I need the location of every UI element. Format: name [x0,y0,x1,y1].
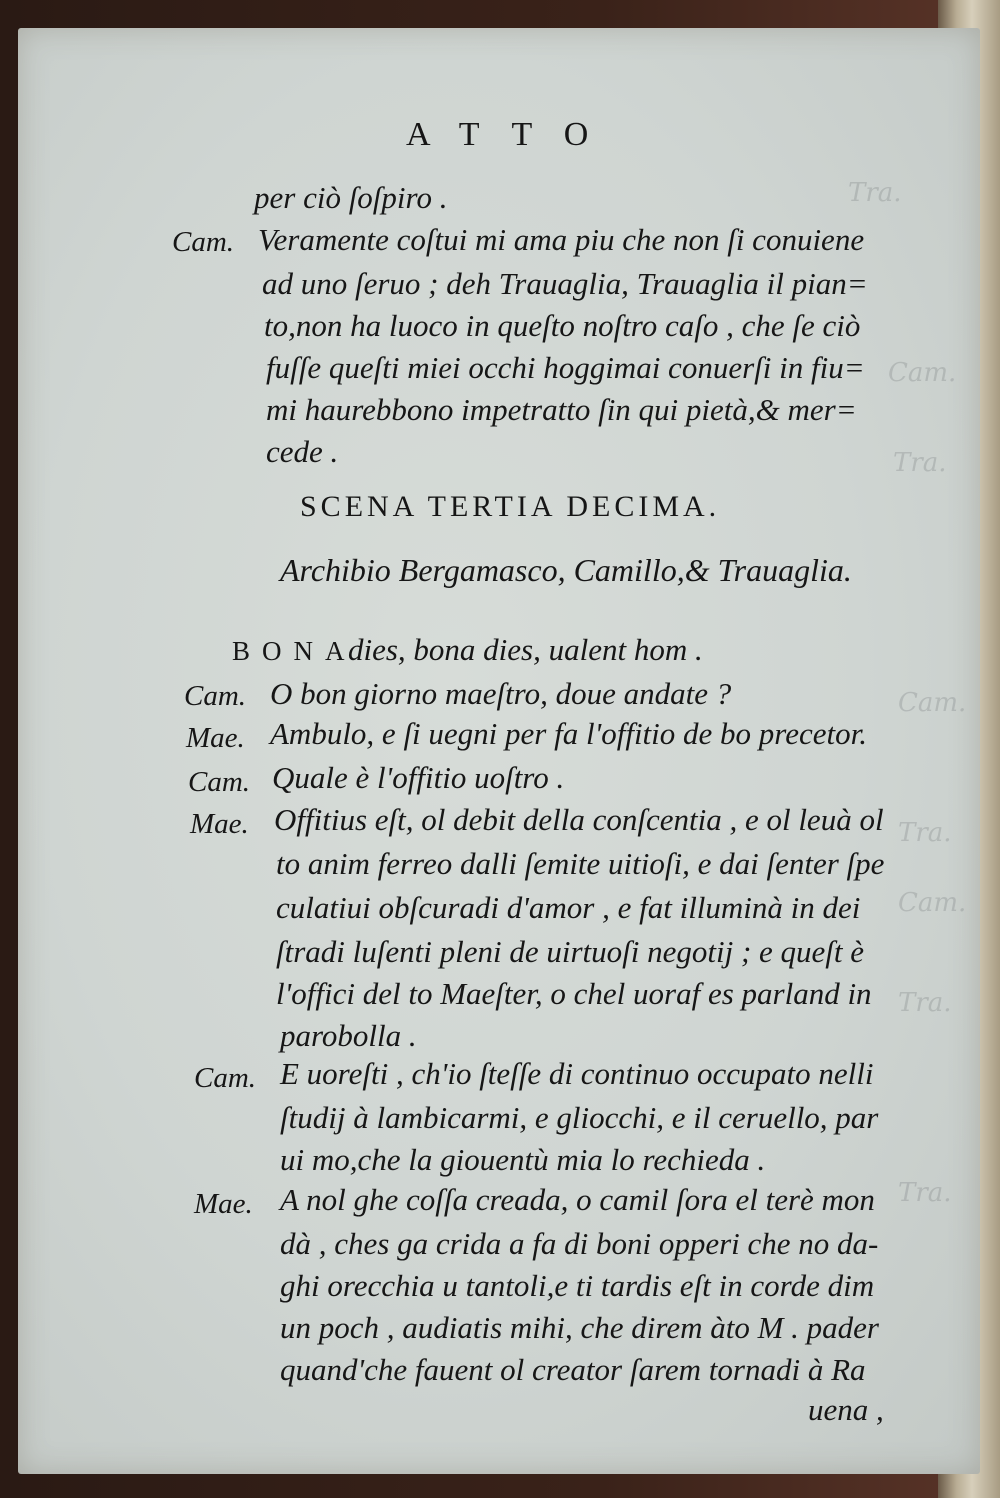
book-page [18,28,980,1474]
text-line: ſtudij à lambicarmi, e gliocchi, e il ceruello, par [280,1100,879,1135]
speaker-label: Cam. [194,1062,257,1094]
text-line: per ciò ſoſpiro . [254,180,448,215]
text-line: fuſſe queſti miei occhi hoggimai conuerſi in fiu= [266,350,865,385]
text-line: ui mo,che la giouentù mia lo rechieda . [280,1142,766,1177]
text-line: l'offici del to Maeſter, o chel uoraf es parland in [276,976,872,1011]
running-header: ATTO [406,116,621,153]
text-line: Offitius eſt, ol debit della conſcentia , e ol leuà ol [274,802,884,837]
speaker-label: Cam. [188,766,251,798]
scene-title: SCENA TERTIA DECIMA. [300,490,721,523]
text-line: parobolla . [280,1018,417,1053]
speaker-label: Cam. [172,226,235,258]
speaker-label: Mae. [190,808,249,840]
show-through-text: Cam. [898,688,967,718]
show-through-text: Tra. [898,818,952,848]
show-through-text: Tra. [893,448,947,478]
opening-word: BONA [232,636,357,666]
catchword: uena , [808,1392,884,1427]
text-line: Quale è l'offitio uoſtro . [272,760,565,795]
speaker-label: Cam. [184,680,247,712]
text-line: ad uno ſeruo ; deh Trauaglia, Trauaglia il pian= [262,266,868,301]
text-line: dies, bona dies, ualent hom . [348,632,703,667]
text-line: cede . [266,434,339,469]
printed-text [18,28,980,1474]
text-line: O bon giorno maeſtro, doue andate ? [270,676,732,711]
cast-list: Archibio Bergamasco, Camillo,& Trauaglia. [280,552,852,588]
text-line: mi haurebbono impetratto ſin qui pietà,& mer= [266,392,857,427]
text-line: A nol ghe coſſa creada, o camil ſora el terè mon [280,1182,875,1217]
text-line: un poch , audiatis mihi, che direm àto M . pader [280,1310,879,1345]
text-line: dà , ches ga crida a fa di boni opperi che no da- [280,1226,879,1261]
text-line: Veramente coſtui mi ama piu che non ſi conuiene [258,222,865,257]
text-line: ſtradi luſenti pleni de uirtuoſi negotij ; e queſt è [276,934,865,969]
show-through-text: Tra. [898,988,952,1018]
text-line: Ambulo, e ſi uegni per fa l'offitio de bo precetor. [270,716,867,751]
text-line: to,non ha luoco in queſto noſtro caſo , che ſe ciò [264,308,861,343]
show-through-text: Cam. [888,358,957,388]
text-line: E uoreſti , ch'io ſteſſe di continuo occupato nelli [280,1056,874,1091]
text-line: culatiui obſcuradi d'amor , e fat illuminà in dei [276,890,861,925]
speaker-label: Mae. [186,722,245,754]
show-through-text: Cam. [898,888,967,918]
show-through-text: Tra. [848,178,902,208]
text-line: to anim ferreo dalli ſemite uitioſi, e dai ſenter ſpe [276,846,885,881]
text-line: ghi orecchia u tantoli,e ti tardis eſt in corde dim [280,1268,875,1303]
speaker-label: Mae. [194,1188,253,1220]
text-line: quand'che fauent ol creator ſarem tornadi à Ra [280,1352,866,1387]
show-through-text: Tra. [898,1178,952,1208]
